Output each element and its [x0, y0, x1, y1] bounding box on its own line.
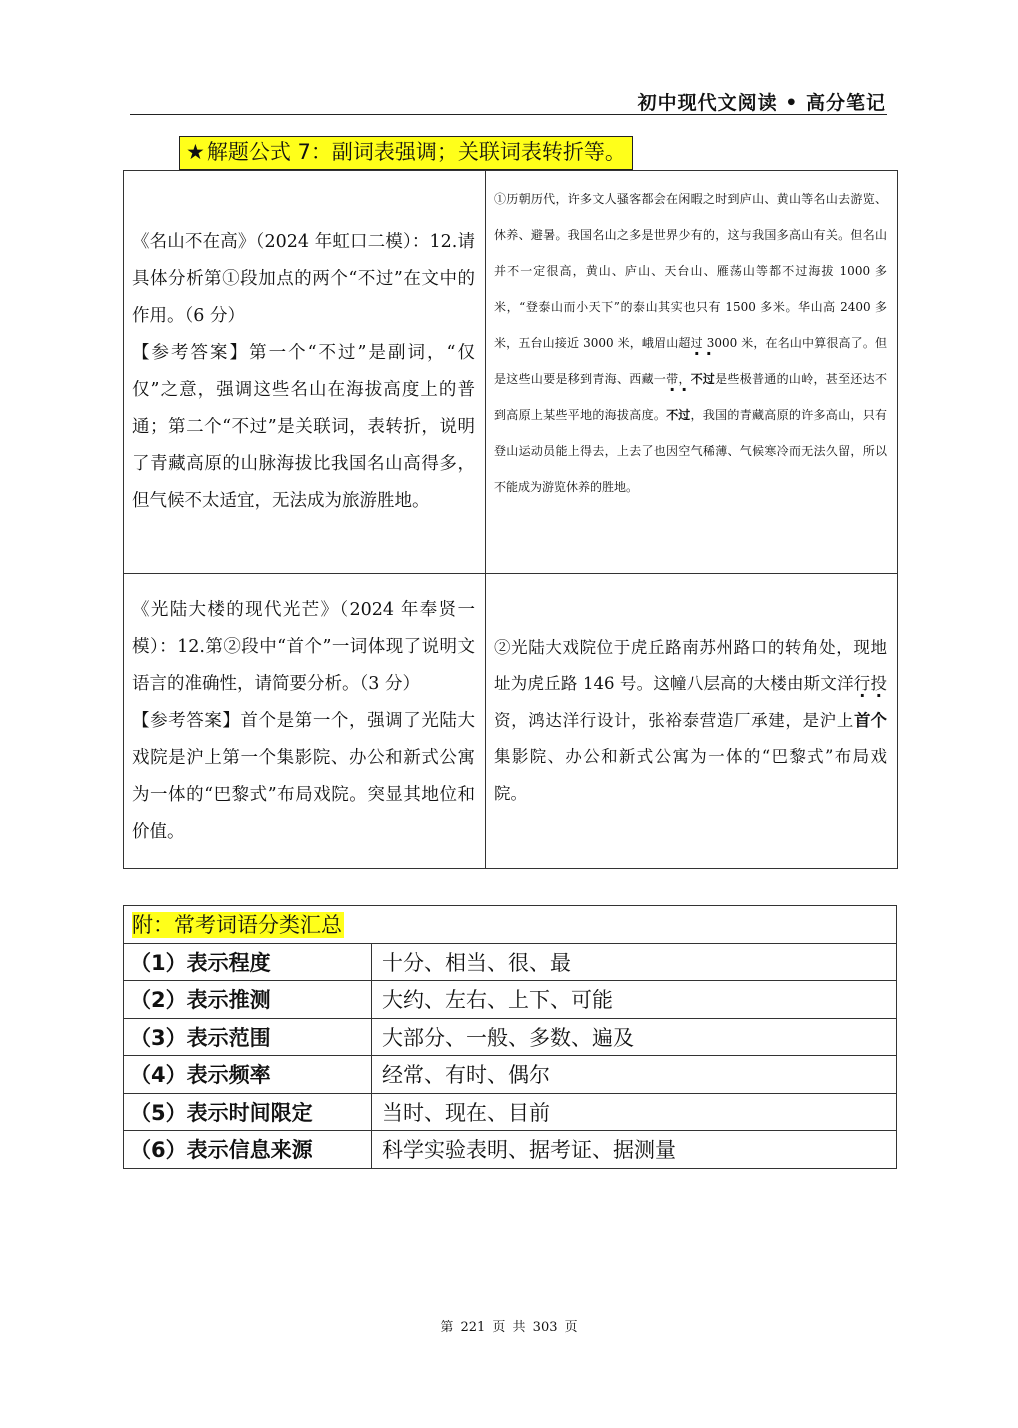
passage-text: 集影院、办公和新式公寓为一体的“巴黎式”布局戏院。 [494, 747, 887, 803]
page-number: 第 221 页 共 303 页 [440, 1320, 578, 1335]
vocab-words: 大部分、一般、多数、遍及 [372, 1018, 897, 1056]
dotted-char: 不 [666, 408, 679, 422]
vocab-row [124, 1056, 897, 1094]
header-title: 初中现代文阅读 • 高分笔记 [637, 92, 886, 114]
cases-table [123, 170, 898, 869]
passage-text: ②光陆大戏院位于虎丘路南苏州路口的转角处，现地址为虎丘路 146 号。这幢八层高的大楼由斯文洋行投资，鸿达洋行设计，张裕泰营造厂承建，是沪上 [494, 637, 887, 730]
vocab-words: 十分、相当、很、最 [372, 943, 897, 981]
passage-text: ，我国的青藏高原的许多高山，只有登山运动员能上得去，上去了也因空气稀薄、气候寒冷而无法久留，所以不能成为游览休养的胜地。 [494, 408, 887, 494]
vocab-category: （3）表示范围 [124, 1018, 372, 1056]
case-row [124, 171, 898, 574]
dotted-char: 首 [854, 710, 871, 730]
header-rule [130, 114, 887, 115]
passage-text: 是些极普通的山岭，甚至还达不到高原上某些平地的海拔高度。 [494, 372, 887, 422]
vocab-title: 附：常考词语分类汇总 [132, 913, 342, 938]
answer-text: 首个是第一个，强调了光陆大戏院是沪上第一个集影院、办公和新式公寓为一体的“巴黎式”布局戏院。突显其地位和价值。 [132, 710, 475, 842]
vocab-category: （6）表示信息来源 [124, 1131, 372, 1169]
vocab-table [123, 905, 897, 1169]
vocab-row [124, 1093, 897, 1131]
question-text: 《光陆大楼的现代光芒》（2024 年奉贤一模）：12.第②段中“首个”一词体现了说明文语言的准确性，请简要分析。（3 分） [132, 599, 475, 694]
vocab-words: 经常、有时、偶尔 [372, 1056, 897, 1094]
vocab-row [124, 1018, 897, 1056]
dotted-word [666, 408, 690, 422]
vocab-words: 科学实验表明、据考证、据测量 [372, 1131, 897, 1169]
vocab-words: 当时、现在、目前 [372, 1093, 897, 1131]
case-row [124, 574, 898, 869]
answer-label: 【参考答案】 [132, 343, 250, 363]
passage-cell [486, 574, 898, 869]
question-text: 《名山不在高》（2024 年虹口二模）：12.请具体分析第①段加点的两个“不过”在文中的作用。（6 分） [132, 232, 475, 326]
vocab-row [124, 943, 897, 981]
vocab-category: （5）表示时间限定 [124, 1093, 372, 1131]
vocab-category: （1）表示程度 [124, 943, 372, 981]
question-cell [124, 171, 486, 574]
vocab-words: 大约、左右、上下、可能 [372, 981, 897, 1019]
answer-label: 【参考答案】 [132, 710, 241, 731]
dotted-char: 个 [870, 710, 887, 730]
question-cell [124, 574, 486, 869]
answer-text: 第一个“不过”是副词，“仅仅”之意，强调这些名山在海拔高度上的普通；第二个“不过”是关联词，表转折，说明了青藏高原的山脉海拔比我国名山高得多，但气候不太适宜，无法成为旅游胜地。 [132, 343, 476, 511]
vocab-row [124, 981, 897, 1019]
dotted-word [854, 711, 887, 730]
dotted-char: 过 [702, 372, 715, 386]
passage-text: ①历朝历代，许多文人骚客都会在闲暇之时到庐山、黄山等名山去游览、休养、避暑。我国名山之多是世界少有的，这与我国多高山有关。但名山并不一定很高，黄山、庐山、天台山、雁荡山等都不过海拔 1000 多米，“登泰山而小天下”的泰山其实也只有 1500 多米。华山高 2400 多米，五台山接近 3000 米，峨眉山超过 3000 米，在名山中算很高了。但是这些山要是移到青海、西藏一带， [494, 192, 887, 386]
star-icon: ★ [186, 140, 205, 164]
passage-cell [486, 171, 898, 574]
vocab-category: （2）表示推测 [124, 981, 372, 1019]
formula-banner [179, 136, 633, 170]
formula-text: 解题公式 7：副词表强调；关联词表转折等。 [206, 140, 626, 164]
vocab-category: （4）表示频率 [124, 1056, 372, 1094]
dotted-char: 过 [678, 408, 691, 422]
vocab-header-row [124, 906, 897, 944]
dotted-word [691, 372, 715, 386]
vocab-title-cell [124, 906, 897, 944]
vocab-row [124, 1131, 897, 1169]
dotted-char: 不 [690, 372, 703, 386]
